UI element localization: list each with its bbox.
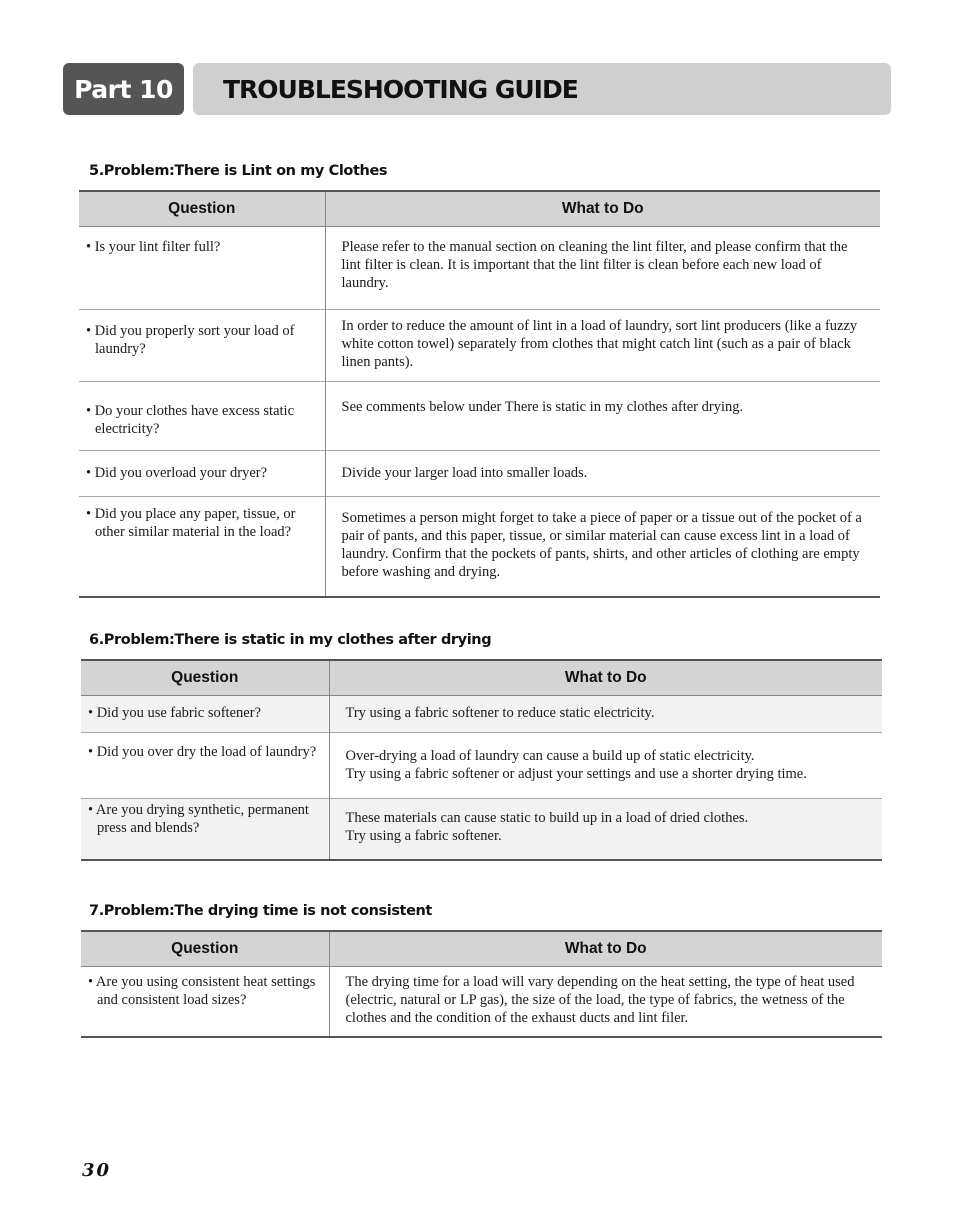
answer-cell: Sometimes a person might forget to take a piece of paper or a tissue out of the pocket of a pair of pants, and this paper, tissue, or similar material can cause excess lint in a load of laundry. Confirm that the pockets of pants, shirts, and other articles of clothing are empty before washing and drying.	[325, 497, 880, 597]
section-5-table	[79, 190, 880, 598]
question-cell: • Did you properly sort your load of laundry?	[79, 310, 325, 382]
table-header-row	[79, 191, 880, 227]
answer-cell: Please refer to the manual section on cleaning the lint filter, and please confirm that the lint filter is clean. It is important that the lint filter is clean before each new load of laundry.	[341, 239, 848, 291]
question-cell: • Did you place any paper, tissue, or other similar material in the load?	[79, 497, 325, 597]
section-5-title: 5.Problem:There is Lint on my Clothes	[89, 163, 388, 179]
answer-line: Try using a fabric softener or adjust your settings and use a shorter drying time.	[345, 766, 807, 782]
table-row	[79, 451, 880, 497]
table-row	[81, 696, 882, 733]
table-row	[79, 227, 880, 310]
column-header-question: Question	[81, 931, 329, 967]
page-number: 30	[82, 1160, 112, 1181]
question-cell: • Did you over dry the load of laundry?	[81, 733, 329, 799]
section-7-table	[81, 930, 882, 1038]
answer-cell	[329, 799, 882, 860]
part-label: Part 10	[74, 74, 173, 104]
table-row	[81, 733, 882, 799]
answer-line: Try using a fabric softener.	[345, 828, 502, 844]
page-title-bar	[193, 63, 891, 115]
answer-line: Over-drying a load of laundry can cause a build up of static electricity.	[345, 748, 755, 764]
table-row	[79, 382, 880, 451]
answer-cell: Divide your larger load into smaller loads.	[325, 451, 880, 497]
section-6-table	[81, 659, 882, 861]
question-cell: • Did you overload your dryer?	[79, 451, 325, 497]
table-row	[79, 497, 880, 597]
answer-cell	[329, 733, 882, 799]
column-header-question: Question	[81, 660, 329, 696]
table-row	[79, 310, 880, 382]
column-header-question: Question	[79, 191, 325, 227]
column-header-what-to-do: What to Do	[325, 191, 880, 227]
question-cell: • Are you using consistent heat settings and consistent load sizes?	[81, 967, 329, 1037]
column-header-what-to-do: What to Do	[329, 931, 882, 967]
question-cell: • Are you drying synthetic, permanent press and blends?	[81, 799, 329, 860]
answer-cell: Try using a fabric softener to reduce static electricity.	[329, 696, 882, 733]
answer-cell: In order to reduce the amount of lint in a load of laundry, sort lint producers (like a fuzzy white cotton towel) separately from clothes that might catch lint (such as a pair of black linen pants).	[325, 310, 880, 382]
table-row	[81, 799, 882, 860]
answer-line: These materials can cause static to build up in a load of dried clothes.	[345, 810, 749, 826]
column-header-what-to-do: What to Do	[329, 660, 882, 696]
answer-cell: The drying time for a load will vary depending on the heat setting, the type of heat used (electric, natural or LP gas), the size of the load, the type of fabrics, the wetness of the clothes and the condition of the exhaust ducts and lint filer.	[345, 974, 855, 1026]
section-6-title: 6.Problem:There is static in my clothes after drying	[89, 632, 492, 648]
part-badge	[63, 63, 184, 115]
question-cell: • Did you use fabric softener?	[81, 696, 329, 733]
question-cell: • Do your clothes have excess static electricity?	[79, 382, 325, 451]
table-header-row	[81, 660, 882, 696]
table-header-row	[81, 931, 882, 967]
answer-cell: See comments below under There is static in my clothes after drying.	[325, 382, 880, 451]
page-title: TROUBLESHOOTING GUIDE	[223, 74, 578, 104]
table-row	[81, 967, 882, 1037]
section-7-title: 7.Problem:The drying time is not consistent	[89, 903, 432, 919]
question-cell: • Is your lint filter full?	[79, 227, 325, 310]
